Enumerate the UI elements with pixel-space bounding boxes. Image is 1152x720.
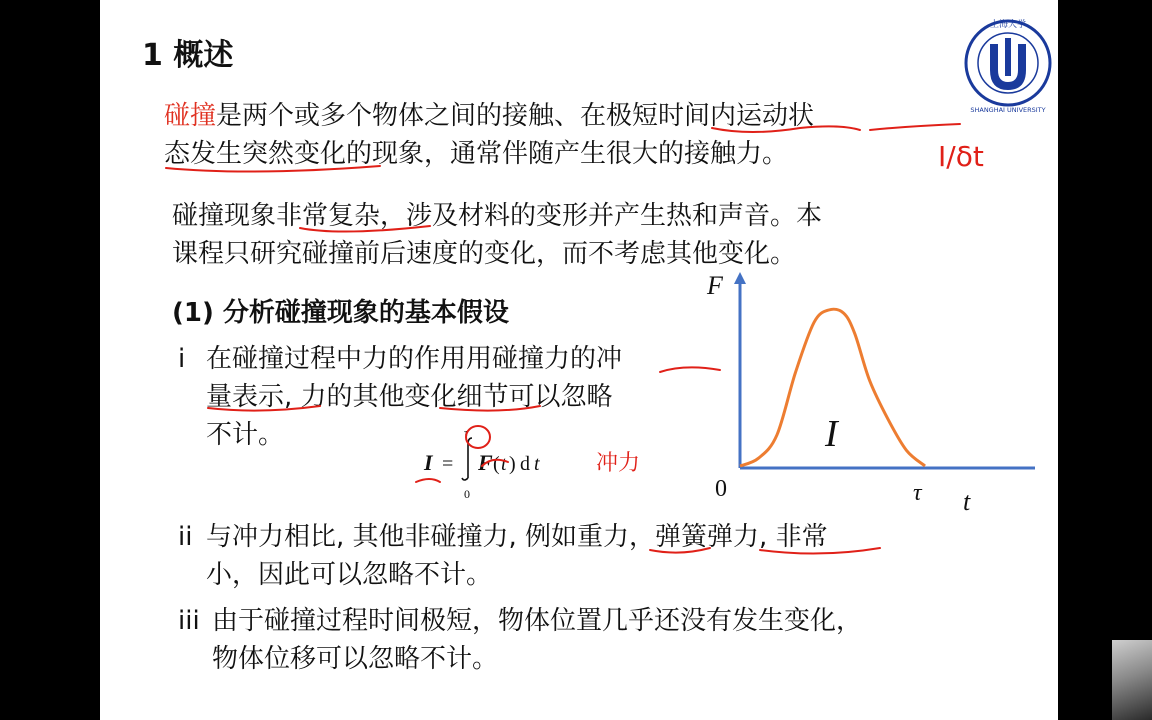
item-ii-line-2: 小，因此可以忽略不计。	[206, 560, 493, 590]
webcam-preview	[1112, 640, 1152, 720]
term-collision: 碰撞	[164, 101, 217, 131]
svg-text:I: I	[424, 450, 433, 475]
para2-line-1: 碰撞现象非常复杂，涉及材料的变形并产生热和声音。本	[172, 201, 823, 231]
svg-text:d: d	[520, 453, 530, 475]
slide	[100, 0, 1058, 720]
force-time-chart	[705, 268, 1035, 520]
origin-label: 0	[715, 476, 727, 502]
item-iii-line-1: 由于碰撞过程时间极短，物体位置几乎还没有发生变化，	[212, 606, 863, 636]
svg-text:): )	[509, 453, 516, 475]
item-i-line-1: 在碰撞过程中力的作用用碰撞力的冲	[206, 344, 623, 374]
y-axis-label: F	[707, 271, 723, 300]
item-i-marker: i	[178, 344, 186, 374]
svg-text:(: (	[493, 453, 500, 475]
svg-text:上海大学: 上海大学	[989, 20, 1027, 30]
impulse-formula	[418, 422, 568, 508]
item-iii-line-2: 物体位移可以忽略不计。	[212, 644, 499, 674]
svg-text:τ: τ	[464, 427, 468, 439]
handwritten-impulse-note: I/δt	[938, 140, 984, 173]
svg-text:SHANGHAI UNIVERSITY: SHANGHAI UNIVERSITY	[970, 106, 1046, 114]
handwritten-note: 冲力	[596, 451, 641, 476]
intro-line-1	[164, 96, 814, 136]
intro-line-1-text: 是两个或多个物体之间的接触、在极短时间内运动状	[216, 101, 815, 131]
item-i-line-3: 不计。	[206, 420, 285, 450]
intro-line-2: 态发生突然变化的现象，通常伴随产生很大的接触力。	[164, 139, 789, 169]
svg-text:F: F	[478, 450, 493, 475]
svg-text:=: =	[442, 453, 454, 475]
x-tick-tau: τ	[913, 480, 922, 506]
para2-line-2: 课程只研究碰撞前后速度的变化，而不考虑其他变化。	[172, 239, 797, 269]
item-iii-marker: iii	[178, 606, 200, 636]
section-heading: (1) 分析碰撞现象的基本假设	[172, 298, 509, 328]
slide-title: 1 概述	[142, 38, 234, 73]
y-axis-arrow	[734, 272, 746, 284]
item-ii-line-1: 与冲力相比, 其他非碰撞力, 例如重力，弹簧弹力, 非常	[206, 522, 828, 552]
svg-text:t: t	[534, 453, 540, 475]
x-axis-label: t	[963, 487, 971, 516]
area-label: I	[825, 413, 838, 455]
item-ii-marker: ii	[178, 522, 193, 552]
svg-text:t: t	[501, 453, 507, 475]
svg-text:0: 0	[464, 487, 470, 501]
shanghai-university-logo	[962, 8, 1054, 118]
item-i-line-2: 量表示, 力的其他变化细节可以忽略	[206, 382, 613, 412]
